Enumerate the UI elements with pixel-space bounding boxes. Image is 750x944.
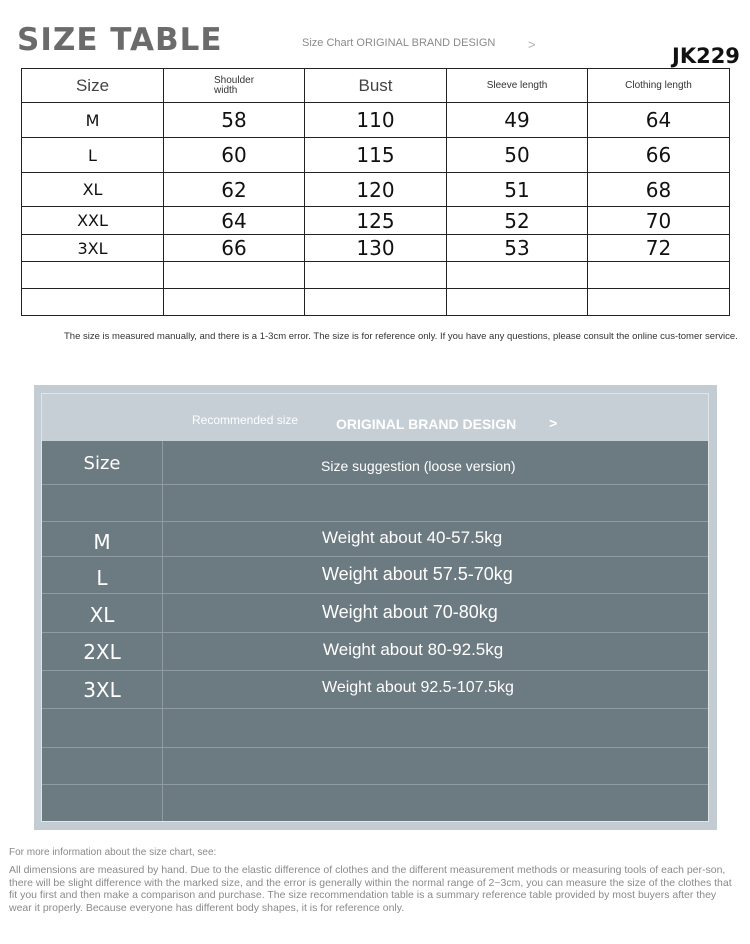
bust-cell: 125 [305,207,447,235]
rec-weight-cell: Weight about 92.5-107.5kg [322,679,514,696]
rec-weight-cell: Weight about 57.5-70kg [322,564,513,584]
brand-title: ORIGINAL BRAND DESIGN [336,416,517,432]
row-divider [42,708,709,709]
row-divider [42,593,709,594]
shoulder-cell: 64 [164,207,305,235]
shoulder-cell: 62 [164,173,305,207]
header-size: Size [22,69,164,103]
more-info-text: For more information about the size chart, see: [9,847,217,858]
subtitle: Size Chart ORIGINAL BRAND DESIGN [302,37,496,49]
header-bust: Bust [305,69,447,103]
size-cell: XXL [22,207,164,235]
size-column-header: Size [83,453,121,474]
bust-cell: 120 [305,173,447,207]
size-cell: XL [22,173,164,207]
row-divider [42,784,709,785]
size-table [21,68,730,316]
disclaimer-text: All dimensions are measured by hand. Due to the elastic difference of clothes and the different measurement methods or measuring tools of each per-son, there will be slight difference with the marked size, and the error is generally within the normal range of 2~3cm, you can measure the size of the clothes that fit you first and then make a comparison and purchase. The size recommendation table is a summary reference table provided by most buyers after they wear it properly. Because everyone has different body shapes, it is for reference only. [9,864,732,914]
sleeve-cell: 51 [447,173,588,207]
rec-weight-cell: Weight about 80-92.5kg [323,640,504,659]
empty-cell [447,262,588,289]
table-row [22,103,730,138]
row-divider [42,521,709,522]
shoulder-cell: 58 [164,103,305,138]
length-cell: 68 [588,173,730,207]
column-divider [162,441,163,821]
recommended-size-label: Recommended size [192,413,299,427]
rec-size-cell: L [96,566,108,590]
table-row-empty [22,289,730,316]
empty-cell [447,289,588,316]
empty-cell [164,262,305,289]
table-row-empty [22,262,730,289]
header-shoulder-width [164,69,305,103]
suggestion-column-header: Size suggestion (loose version) [321,458,516,474]
sleeve-cell: 49 [447,103,588,138]
empty-cell [588,289,730,316]
chevron-right-icon: > [528,37,536,52]
empty-cell [305,262,447,289]
length-cell: 66 [588,138,730,173]
table-header-row [22,69,730,103]
empty-cell [22,262,164,289]
chevron-right-icon: > [549,415,558,431]
shoulder-cell: 66 [164,235,305,262]
shoulder-cell: 60 [164,138,305,173]
empty-cell [22,289,164,316]
rec-size-cell: 2XL [83,640,121,664]
rec-size-cell: M [93,530,111,554]
bust-cell: 130 [305,235,447,262]
rec-weight-cell: Weight about 70-80kg [322,602,498,622]
product-code: JK229 [672,44,740,68]
measurement-note: The size is measured manually, and there is a 1-3cm error. The size is for reference only. If you have any questions, please consult the online cus-tomer service. [64,331,738,342]
sleeve-cell: 53 [447,235,588,262]
table-row [22,235,730,262]
page-title: SIZE TABLE [17,22,223,58]
table-row [22,138,730,173]
row-divider [42,747,709,748]
table-row [22,207,730,235]
length-cell: 64 [588,103,730,138]
header-shoulder-line2: width [214,84,238,96]
header-sleeve-length: Sleeve length [447,69,588,103]
bust-cell: 110 [305,103,447,138]
empty-cell [588,262,730,289]
row-divider [42,670,709,671]
size-cell: L [22,138,164,173]
recommend-panel [41,393,709,822]
row-divider [42,556,709,557]
rec-weight-cell: Weight about 40-57.5kg [322,528,503,547]
row-divider [42,484,709,485]
empty-cell [164,289,305,316]
row-divider [42,632,709,633]
rec-size-cell: 3XL [83,678,121,702]
size-cell: 3XL [22,235,164,262]
header-shoulder-line1: Shoulder [214,74,255,86]
length-cell: 72 [588,235,730,262]
empty-cell [305,289,447,316]
bust-cell: 115 [305,138,447,173]
rec-size-cell: XL [89,603,115,627]
recommend-panel-header [42,394,709,441]
size-cell: M [22,103,164,138]
header-clothing-length: Clothing length [588,69,730,103]
length-cell: 70 [588,207,730,235]
table-row [22,173,730,207]
sleeve-cell: 50 [447,138,588,173]
sleeve-cell: 52 [447,207,588,235]
